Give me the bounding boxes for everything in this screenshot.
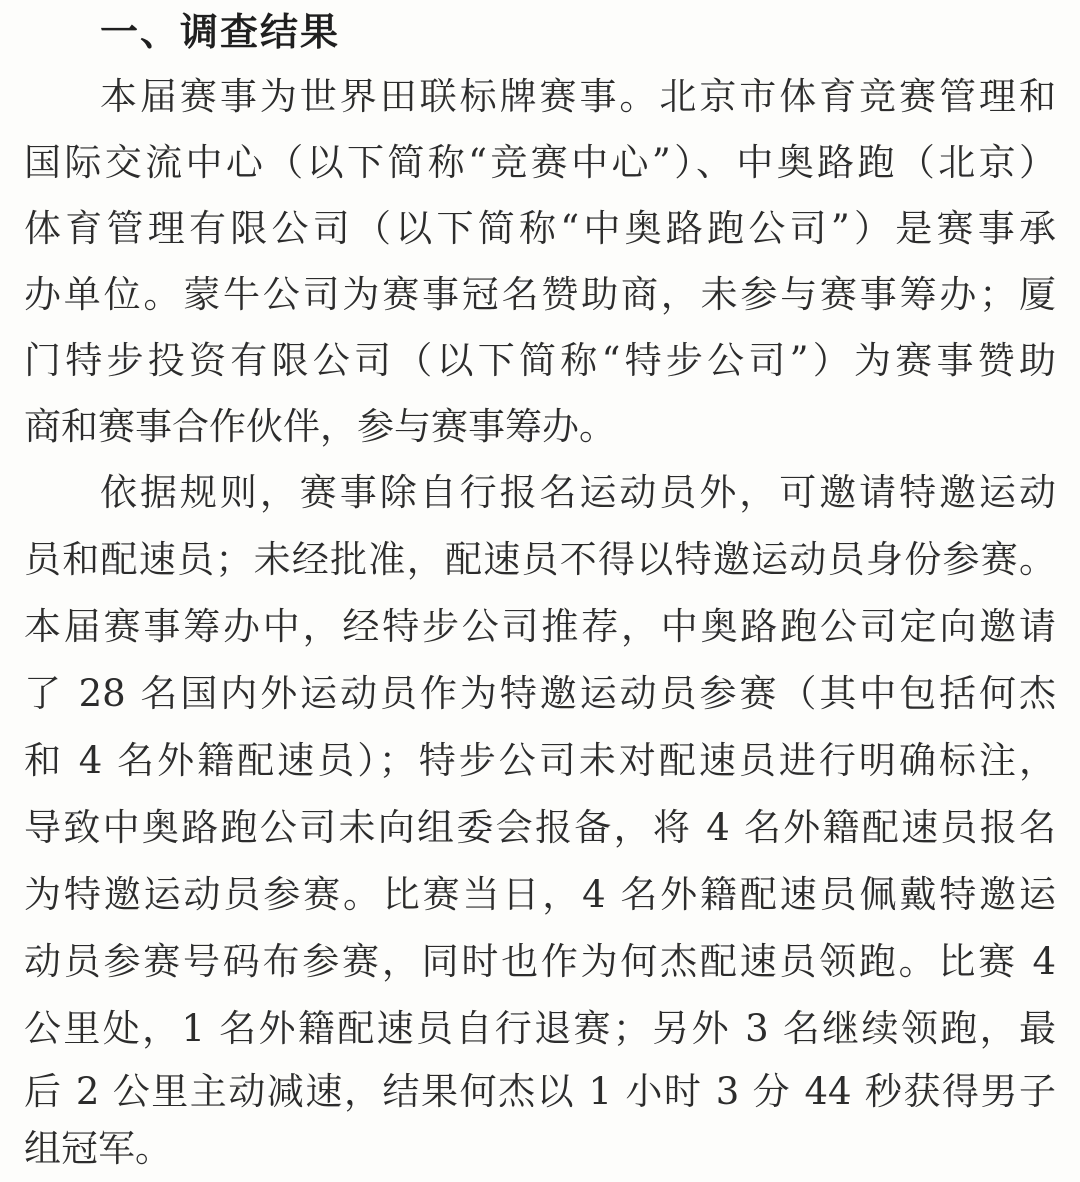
paragraph-2-line-2: 员和配速员；未经批准，配速员不得以特邀运动员身份参赛。 — [24, 538, 1056, 581]
paragraph-2-line-10: 后 2 公里主动减速，结果何杰以 1 小时 3 分 44 秒获得男子 — [24, 1070, 1056, 1113]
paragraph-2-line-7: 为特邀运动员参赛。比赛当日，4 名外籍配速员佩戴特邀运 — [24, 873, 1056, 916]
paragraph-1-line-4: 办单位。蒙牛公司为赛事冠名赞助商，未参与赛事筹办；厦 — [24, 273, 1056, 316]
paragraph-1-line-2: 国际交流中心（以下简称“竞赛中心”）、中奥路跑（北京） — [24, 141, 1056, 184]
paragraph-2-line-1: 依据规则，赛事除自行报名运动员外，可邀请特邀运动 — [100, 471, 1056, 514]
paragraph-2-line-6: 导致中奥路跑公司未向组委会报备，将 4 名外籍配速员报名 — [24, 806, 1056, 849]
paragraph-2-line-3: 本届赛事筹办中，经特步公司推荐，中奥路跑公司定向邀请 — [24, 605, 1056, 648]
paragraph-1-line-1: 本届赛事为世界田联标牌赛事。北京市体育竞赛管理和 — [100, 75, 1056, 118]
paragraph-2-line-8: 动员参赛号码布参赛，同时也作为何杰配速员领跑。比赛 4 — [24, 940, 1056, 983]
paragraph-1-line-5: 门特步投资有限公司（以下简称“特步公司”）为赛事赞助 — [24, 339, 1056, 382]
paragraph-2-line-11: 组冠军。 — [24, 1127, 172, 1170]
paragraph-2-line-9: 公里处，1 名外籍配速员自行退赛；另外 3 名继续领跑，最 — [24, 1007, 1056, 1050]
paragraph-1-line-3: 体育管理有限公司（以下简称“中奥路跑公司”）是赛事承 — [24, 207, 1056, 250]
section-heading: 一、调查结果 — [100, 10, 341, 54]
paragraph-2-line-4: 了 28 名国内外运动员作为特邀运动员参赛（其中包括何杰 — [24, 672, 1056, 715]
paragraph-1-line-6: 商和赛事合作伙伴，参与赛事筹办。 — [24, 405, 616, 448]
paragraph-2-line-5: 和 4 名外籍配速员）；特步公司未对配速员进行明确标注， — [24, 739, 1056, 782]
